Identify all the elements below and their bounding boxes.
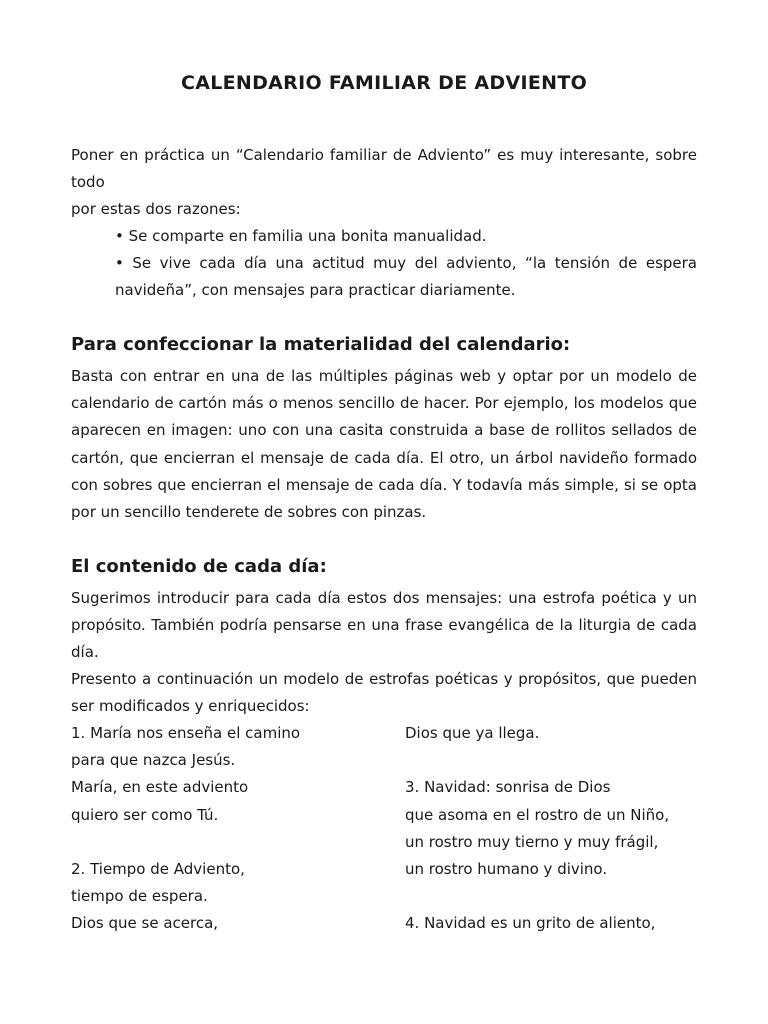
poem-blank-line — [405, 883, 669, 910]
document-title: CALENDARIO FAMILIAR DE ADVIENTO — [180, 72, 588, 94]
poem-blank-line — [71, 829, 300, 856]
intro-line: todo — [71, 173, 105, 192]
paragraph-line: cartón, que encierran el mensaje de cada día. El otro, un árbol navideño formado — [71, 448, 697, 467]
presento-paragraph — [71, 666, 697, 720]
paragraph-line: por un sencillo tenderete de sobres con pinzas. — [71, 503, 427, 522]
poems-left-column — [71, 720, 300, 938]
poem-line: quiero ser como Tú. — [71, 805, 219, 824]
section-heading-contenido: El contenido de cada día: — [71, 556, 327, 577]
poem-line: un rostro humano y divino. — [405, 860, 608, 879]
paragraph-line: Basta con entrar en una de las múltiples páginas web y optar por un modelo de — [71, 367, 697, 385]
poem-blank-line — [405, 747, 669, 774]
paragraph-line: con sobres que encierran el mensaje de cada día. Y todavía más simple, si se opta — [71, 475, 697, 494]
poems-right-column — [405, 720, 669, 938]
bullet-text: • Se vive cada día una actitud muy del adviento, “la tensión de espera — [115, 254, 697, 273]
poem-line: que asoma en el rostro de un Niño, — [405, 805, 670, 824]
intro-paragraph — [71, 142, 697, 224]
materialidad-paragraph — [71, 363, 697, 526]
poem-line: para que nazca Jesús. — [71, 751, 236, 770]
poem-line: 4. Navidad es un grito de aliento, — [405, 914, 656, 933]
poem-line: 1. María nos enseña el camino — [71, 724, 301, 742]
bullet-text: • Se comparte en familia una bonita manualidad. — [115, 227, 487, 245]
list-item — [115, 250, 697, 304]
poem-line: 3. Navidad: sonrisa de Dios — [405, 778, 611, 797]
paragraph-line: Presento a continuación un modelo de estrofas poéticas y propósitos, que pueden — [71, 670, 697, 688]
paragraph-line: Sugerimos introducir para cada día estos dos mensajes: una estrofa poética y un — [71, 589, 697, 607]
intro-line: por estas dos razones: — [71, 200, 241, 219]
poem-line: Dios que se acerca, — [71, 914, 219, 933]
poem-line: 2. Tiempo de Adviento, — [71, 860, 245, 879]
contenido-paragraph — [71, 585, 697, 667]
bullet-text-continued: navideña”, con mensajes para practicar diariamente. — [115, 281, 516, 300]
paragraph-line: ser modificados y enriquecidos: — [71, 697, 310, 716]
list-item — [115, 223, 697, 250]
poem-line: un rostro muy tierno y muy frágil, — [405, 832, 659, 851]
paragraph-line: aparecen en imagen: uno con una casita construida a base de rollitos sellados de — [71, 421, 697, 440]
poem-line: María, en este adviento — [71, 778, 249, 797]
section-heading-materialidad: Para confeccionar la materialidad del calendario: — [71, 334, 571, 355]
paragraph-line: día. — [71, 643, 99, 662]
paragraph-line: calendario de cartón más o menos sencillo de hacer. Por ejemplo, los modelos que — [71, 394, 697, 413]
paragraph-line: propósito. También podría pensarse en una frase evangélica de la liturgia de cada — [71, 616, 697, 635]
intro-line: Poner en práctica un “Calendario familiar de Adviento” es muy interesante, sobre — [71, 146, 697, 164]
poem-line: Dios que ya llega. — [405, 724, 540, 742]
poem-line: tiempo de espera. — [71, 887, 208, 906]
reasons-list — [115, 223, 697, 305]
